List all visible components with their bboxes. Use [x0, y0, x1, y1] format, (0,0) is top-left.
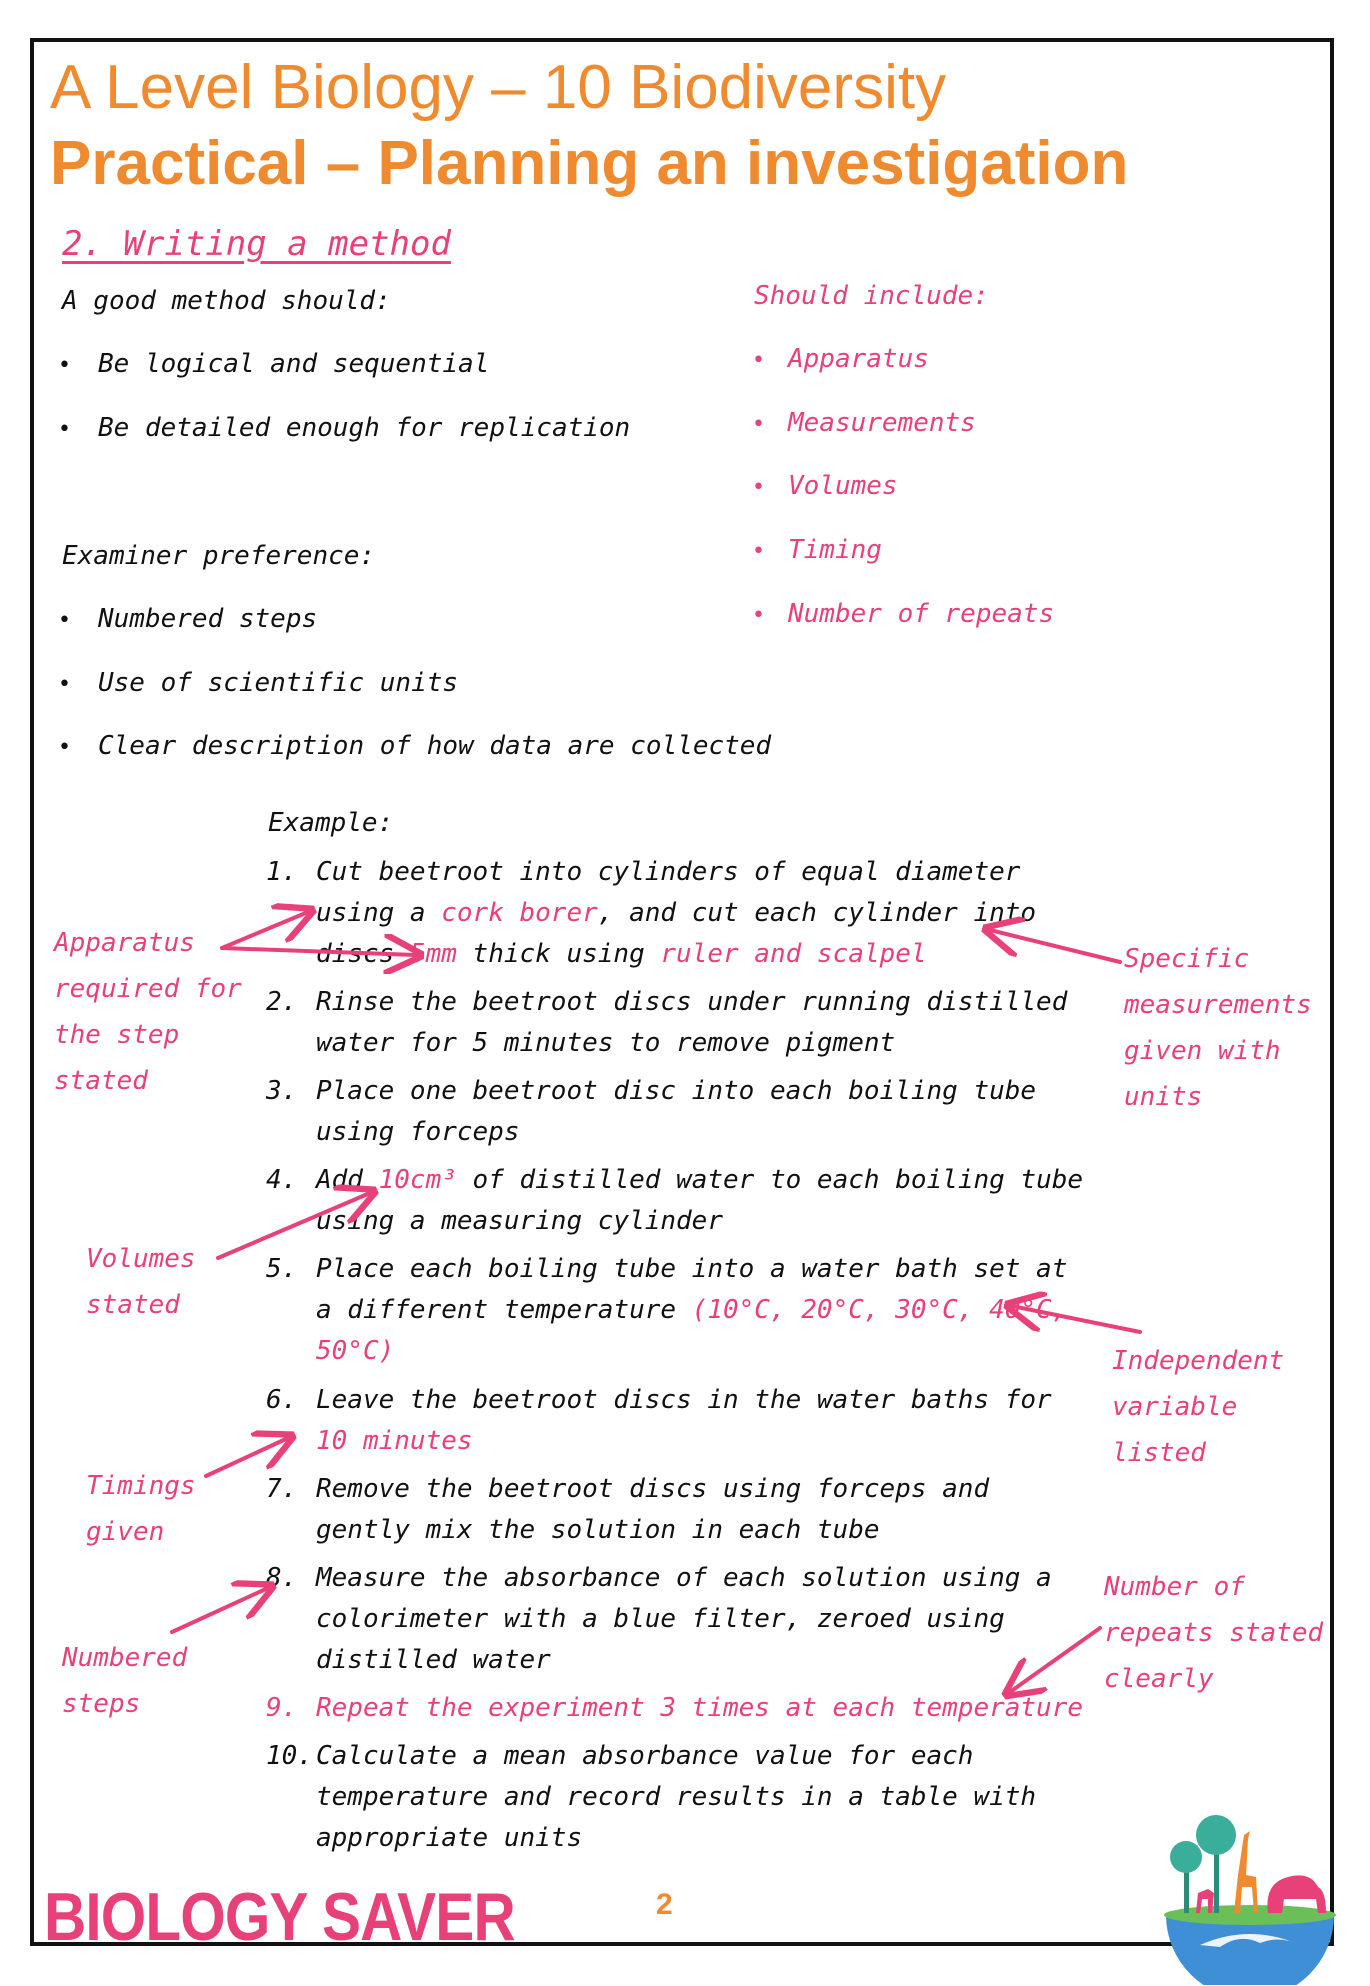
page-subtitle: Practical – Planning an investigation — [50, 129, 1129, 198]
highlight-apparatus: ruler and scalpel — [660, 939, 927, 969]
arrow-apparatus-ruler — [222, 948, 416, 955]
bullet-icon: • — [58, 672, 71, 697]
examiner-item: Clear description of how data are collected — [98, 731, 772, 761]
highlight-variable: (10°C, 20°C, 30°C, 40°C, 50°C) — [316, 1295, 1068, 1366]
arrow-apparatus-cork — [222, 912, 308, 948]
bullet-icon: • — [752, 475, 765, 500]
bullet-icon: • — [752, 348, 765, 373]
highlight-timing: 10 minutes — [316, 1426, 473, 1456]
method-step: 1. Cut beetroot into cylinders of equal diameter using a cork borer, and cut each cylinder into discs 5mm thick using ruler and scalpel — [266, 857, 1037, 969]
bullet-icon: • — [752, 539, 765, 564]
annotation-apparatus: Apparatus required for the step stated — [54, 928, 242, 1096]
bullet-icon: • — [58, 353, 71, 378]
annotation-numbered-steps: Numbered steps — [62, 1643, 188, 1719]
brand-logo: BIOLOGY SAVER — [44, 1879, 515, 1955]
highlight-measurement: 5mm — [409, 939, 457, 969]
bullet-icon: • — [58, 417, 71, 442]
bullet-icon: • — [58, 735, 71, 760]
bullet-icon: • — [58, 608, 71, 633]
annotation-volumes: Volumes stated — [86, 1244, 196, 1320]
arrow-volumes — [218, 1193, 370, 1258]
include-item: Measurements — [788, 408, 976, 438]
highlight-repeats: Repeat the experiment 3 times at each temperature — [316, 1693, 1084, 1723]
highlight-apparatus: cork borer — [441, 898, 598, 928]
include-item: Timing — [788, 535, 882, 565]
method-step: 3. Place one beetroot disc into each boiling tube using forceps — [266, 1076, 1037, 1147]
method-step: 8. Measure the absorbance of each solution using a colorimeter with a blue filter, zeroed using distilled water — [266, 1563, 1052, 1675]
arrow-independent — [1012, 1306, 1140, 1332]
good-method-item: Be detailed enough for replication — [98, 413, 631, 443]
good-method-label: A good method should: — [62, 286, 391, 316]
include-item: Volumes — [788, 471, 898, 501]
examiner-item: Use of scientific units — [98, 668, 459, 698]
annotation-repeats: Number of repeats stated clearly — [1104, 1572, 1324, 1694]
annotation-specific-measurements: Specific measurements given with units — [1124, 944, 1312, 1112]
method-step: 10. Calculate a mean absorbance value for each temperature and record results in a table with appropriate units — [266, 1741, 1037, 1853]
example-label: Example: — [268, 808, 394, 838]
include-item: Number of repeats — [788, 599, 1055, 629]
highlight-volume: 10cm³ — [378, 1165, 457, 1195]
bullet-icon: • — [752, 603, 765, 628]
biodiversity-globe-icon — [1160, 1795, 1340, 1985]
bullet-icon: • — [752, 412, 765, 437]
include-label: Should include: — [754, 281, 989, 311]
examiner-item: Numbered steps — [98, 604, 318, 634]
arrow-numbered — [172, 1588, 268, 1632]
good-method-item: Be logical and sequential — [98, 349, 490, 379]
examiner-label: Examiner preference: — [62, 541, 376, 571]
method-step: 6. Leave the beetroot discs in the water baths for 10 minutes — [266, 1385, 1052, 1456]
method-step: 9. Repeat the experiment 3 times at each temperature — [266, 1688, 1096, 1729]
method-step: 4. Add 10cm³ of distilled water to each boiling tube using a measuring cylinder — [266, 1165, 1084, 1236]
method-step: 2. Rinse the beetroot discs under running distilled water for 5 minutes to remove pigment — [266, 987, 1068, 1058]
arrow-repeats — [1010, 1628, 1100, 1692]
annotation-timings: Timings given — [86, 1471, 196, 1547]
annotation-independent-variable: Independent variable listed — [1112, 1346, 1285, 1468]
method-step: 7. Remove the beetroot discs using forceps and gently mix the solution in each tube — [266, 1474, 990, 1545]
arrow-specific — [990, 930, 1120, 962]
method-step: 5. Place each boiling tube into a water bath set at a different temperature (10°C, 20°C, 30°C, 40°C, 50°C) — [266, 1254, 1068, 1366]
section-heading: 2. Writing a method — [62, 224, 451, 264]
page-number: 2 — [656, 1888, 673, 1921]
page-title: A Level Biology – 10 Biodiversity — [50, 53, 947, 122]
include-item: Apparatus — [788, 344, 929, 374]
arrow-timings — [206, 1438, 288, 1476]
